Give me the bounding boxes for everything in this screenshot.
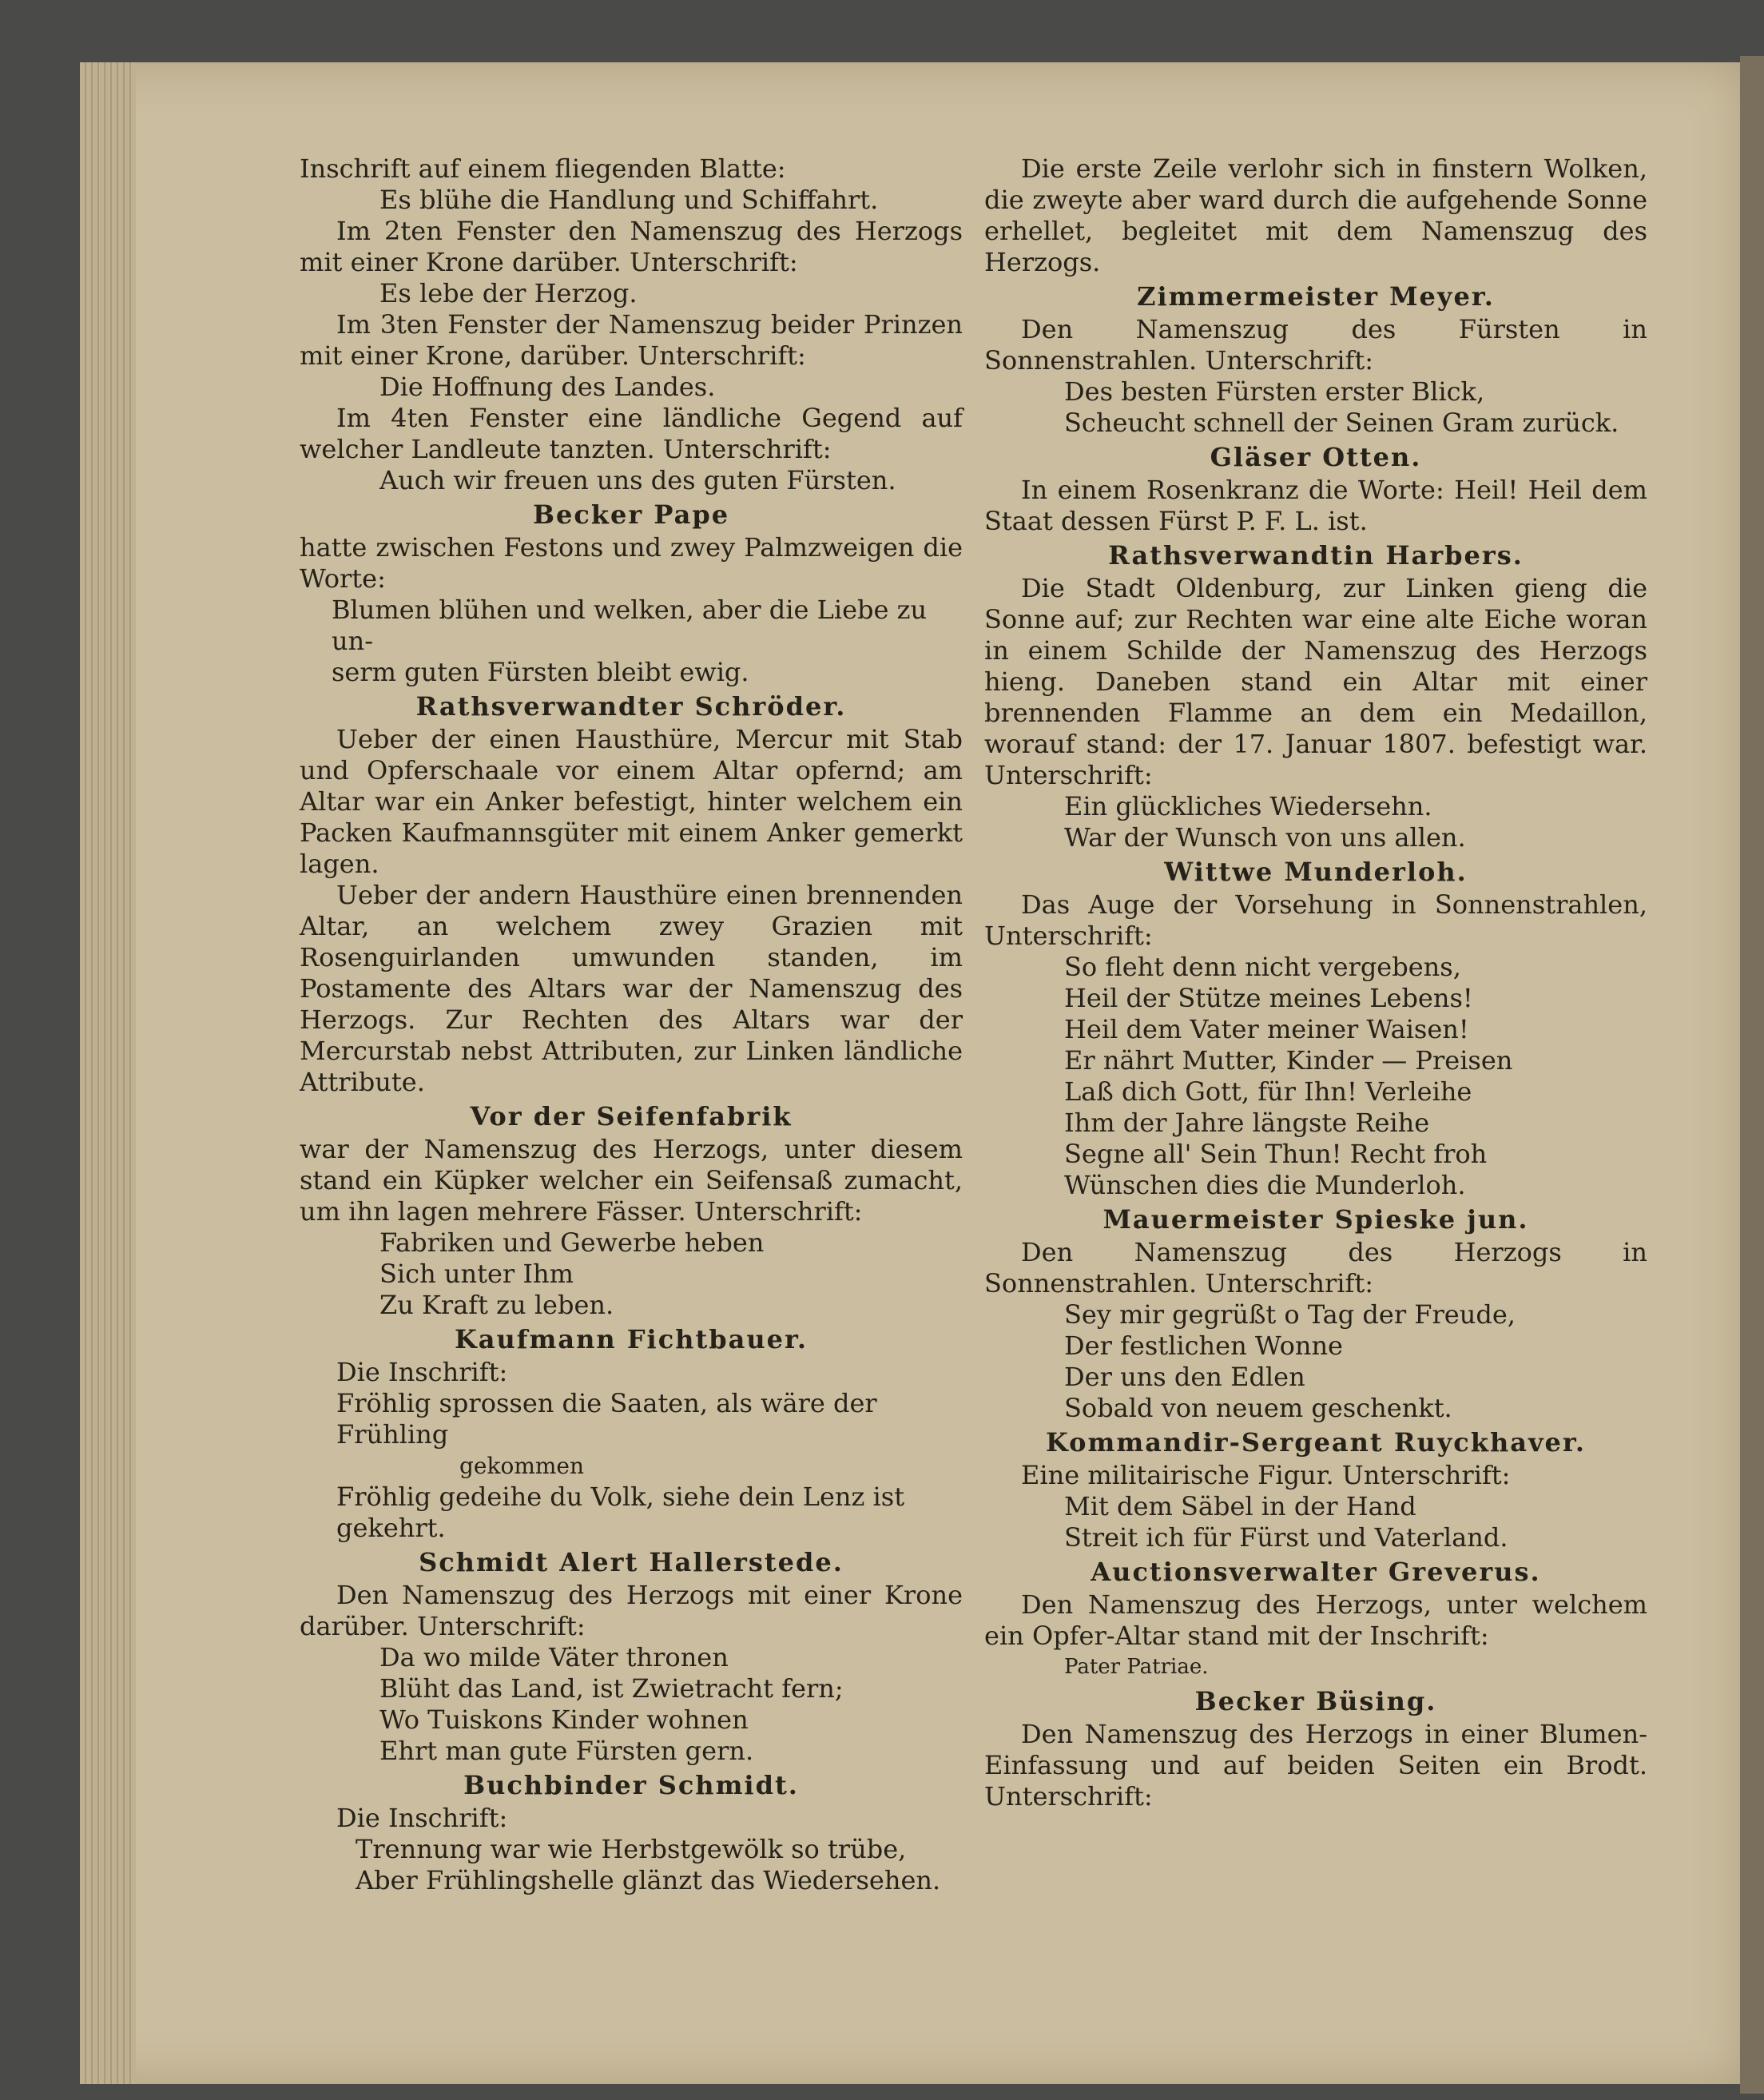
- inscription-label: Inschrift auf einem fliegenden Blatte:: [300, 153, 786, 184]
- paragraph: Eine militairische Figur. Unterschrift:: [1021, 1460, 1511, 1490]
- verse-line: Sich unter Ihm: [379, 1259, 574, 1289]
- paragraph: Den Namenszug des Herzogs in einer Blumen-Einfassung und auf beiden Seiten ein Brodt. Unterschrift:: [984, 1719, 1647, 1812]
- section-heading: Becker Pape: [532, 499, 730, 530]
- inscription-label: Die Inschrift:: [336, 1803, 508, 1833]
- verse-line: Aber Frühlingshelle glänzt das Wiedersehen.: [356, 1865, 941, 1895]
- verse-line: Fröhlig gedeihe du Volk, siehe dein Lenz ist gekehrt.: [336, 1482, 905, 1543]
- verse-line: Ehrt man gute Fürsten gern.: [379, 1736, 754, 1766]
- section-heading: Zimmermeister Meyer.: [1137, 281, 1495, 312]
- verse-line: Streit ich für Fürst und Vaterland.: [1064, 1522, 1508, 1553]
- verse-line: Heil dem Vater meiner Waisen!: [1064, 1014, 1469, 1044]
- section-heading: Kaufmann Fichtbauer.: [454, 1324, 808, 1354]
- inscription-label: Die Inschrift:: [336, 1357, 508, 1387]
- verse-line: Er nährt Mutter, Kinder — Preisen: [1064, 1045, 1513, 1076]
- section-heading: Rathsverwandtin Harbers.: [1108, 540, 1524, 571]
- section-heading: Wittwe Munderloh.: [1164, 857, 1468, 887]
- verse-line: Blumen blühen und welken, aber die Liebe zu un-: [332, 595, 928, 656]
- paragraph: Ueber der einen Hausthüre, Mercur mit Stab und Opferschaale vor einem Altar opfernd; am Altar war ein Anker befestigt, hinter welchem ein Packen Kaufmannsgüter mit einem Anker gemerkt lagen.: [300, 724, 963, 879]
- paragraph: Die erste Zeile verlohr sich in finstern Wolken, die zweyte aber ward durch die aufgehende Sonne erhellet, begleitet mit dem Namenszug des Herzogs.: [984, 153, 1647, 277]
- page-edges: [80, 62, 136, 2084]
- paragraph: Im 4ten Fenster eine ländliche Gegend auf welcher Landleute tanzten. Unterschrift:: [300, 403, 963, 464]
- window-2: [300, 216, 963, 309]
- section-heading: Auctionsverwalter Greverus.: [1091, 1557, 1541, 1587]
- verse-line: gekommen: [459, 1453, 585, 1479]
- window-4: [300, 403, 963, 496]
- verse-line: Zu Kraft zu leben.: [379, 1290, 614, 1320]
- paragraph: In einem Rosenkranz die Worte: Heil! Heil dem Staat dessen Fürst P. F. L. ist.: [984, 475, 1647, 536]
- section-heading: Schmidt Alert Hallerstede.: [419, 1547, 844, 1577]
- paragraph: hatte zwischen Festons und zwey Palmzweigen die Worte:: [300, 532, 963, 594]
- window-3: [300, 309, 963, 403]
- verse-line: War der Wunsch von uns allen.: [1064, 822, 1466, 853]
- verse-line: Der uns den Edlen: [1064, 1362, 1305, 1392]
- paragraph: Die Stadt Oldenburg, zur Linken gieng die Sonne auf; zur Rechten war eine alte Eiche woran in einem Schilde der Namenszug des Herzogs hieng. Daneben stand ein Altar mit einer brennenden Flamme an dem ein Medaillon, worauf stand: der 17. Januar 1807. befestigt war. Unterschrift:: [984, 573, 1647, 790]
- section-heading: Vor der Seifenfabrik: [470, 1101, 793, 1132]
- verse-line: Der festlichen Wonne: [1064, 1330, 1343, 1361]
- next-page-edge: [1740, 56, 1764, 2094]
- verse-line: Sobald von neuem geschenkt.: [1064, 1393, 1452, 1423]
- verse-line: Des besten Fürsten erster Blick,: [1064, 376, 1485, 407]
- section-heading: Kommandir-Sergeant Ruyckhaver.: [1046, 1427, 1586, 1458]
- paragraph: Im 3ten Fenster der Namenszug beider Prinzen mit einer Krone, darüber. Unterschrift:: [300, 309, 963, 371]
- paragraph: Den Namenszug des Herzogs in Sonnenstrahlen. Unterschrift:: [984, 1237, 1647, 1299]
- verse-line: Mit dem Säbel in der Hand: [1064, 1491, 1416, 1521]
- verse-line: Ihm der Jahre längste Reihe: [1064, 1108, 1430, 1138]
- verse-line: Es blühe die Handlung und Schiffahrt.: [379, 185, 879, 215]
- paragraph: war der Namenszug des Herzogs, unter diesem stand ein Küpker welcher ein Seifensaß zumacht, um ihn lagen mehrere Fässer. Unterschrift:: [300, 1134, 963, 1227]
- section-heading: Buchbinder Schmidt.: [463, 1770, 799, 1800]
- verse-line: Scheucht schnell der Seinen Gram zurück.: [1064, 408, 1619, 438]
- paragraph: Den Namenszug des Herzogs mit einer Krone darüber. Unterschrift:: [300, 1580, 963, 1641]
- verse-line: serm guten Fürsten bleibt ewig.: [332, 657, 749, 687]
- section-heading: Gläser Otten.: [1210, 442, 1422, 472]
- paragraph: Im 2ten Fenster den Namenszug des Herzogs mit einer Krone darüber. Unterschrift:: [300, 216, 963, 277]
- paragraph: Das Auge der Vorsehung in Sonnenstrahlen, Unterschrift:: [984, 889, 1647, 951]
- verse-line: Fröhlig sprossen die Saaten, als wäre der Frühling: [336, 1388, 877, 1450]
- section-heading: Becker Büsing.: [1194, 1686, 1437, 1716]
- verse-line: Blüht das Land, ist Zwietracht fern;: [379, 1673, 844, 1704]
- verse-line: Es lebe der Herzog.: [379, 278, 638, 308]
- paragraph: Ueber der andern Hausthüre einen brennenden Altar, an welchem zwey Grazien mit Rosenguirlanden umwunden standen, im Postamente des Altars war der Namenszug des Herzogs. Zur Rechten des Altars war der Mercurstab nebst Attributen, zur Linken ländliche Attribute.: [300, 880, 963, 1097]
- section-heading: Rathsverwandter Schröder.: [415, 691, 847, 722]
- verse-line: Pater Patriae.: [1064, 1655, 1209, 1679]
- verse-line: So fleht denn nicht vergebens,: [1064, 952, 1461, 982]
- verse-line: Trennung war wie Herbstgewölk so trübe,: [356, 1834, 907, 1864]
- verse-line: Die Hoffnung des Landes.: [379, 372, 716, 402]
- verse-line: Wünschen dies die Munderloh.: [1064, 1170, 1466, 1200]
- verse-line: Ein glückliches Wiedersehn.: [1064, 791, 1432, 821]
- verse-line: Sey mir gegrüßt o Tag der Freude,: [1064, 1299, 1516, 1330]
- verse-line: Segne all' Sein Thun! Recht froh: [1064, 1139, 1488, 1169]
- right-column: [984, 153, 1647, 1812]
- verse-line: Heil der Stütze meines Lebens!: [1064, 983, 1473, 1013]
- verse-line: Wo Tuiskons Kinder wohnen: [379, 1704, 749, 1735]
- paragraph: Den Namenszug des Fürsten in Sonnenstrahlen. Unterschrift:: [984, 314, 1647, 376]
- verse-line: Da wo milde Väter thronen: [379, 1642, 729, 1672]
- verse-line: Fabriken und Gewerbe heben: [379, 1227, 765, 1258]
- verse-line: Laß dich Gott, für Ihn! Verleihe: [1064, 1076, 1472, 1107]
- intro-inscription: [300, 153, 963, 216]
- left-column: [300, 153, 963, 1896]
- verse-line: Auch wir freuen uns des guten Fürsten.: [379, 465, 896, 495]
- paragraph: Den Namenszug des Herzogs, unter welchem ein Opfer-Altar stand mit der Inschrift:: [984, 1589, 1647, 1651]
- section-heading: Mauermeister Spieske jun.: [1102, 1204, 1529, 1235]
